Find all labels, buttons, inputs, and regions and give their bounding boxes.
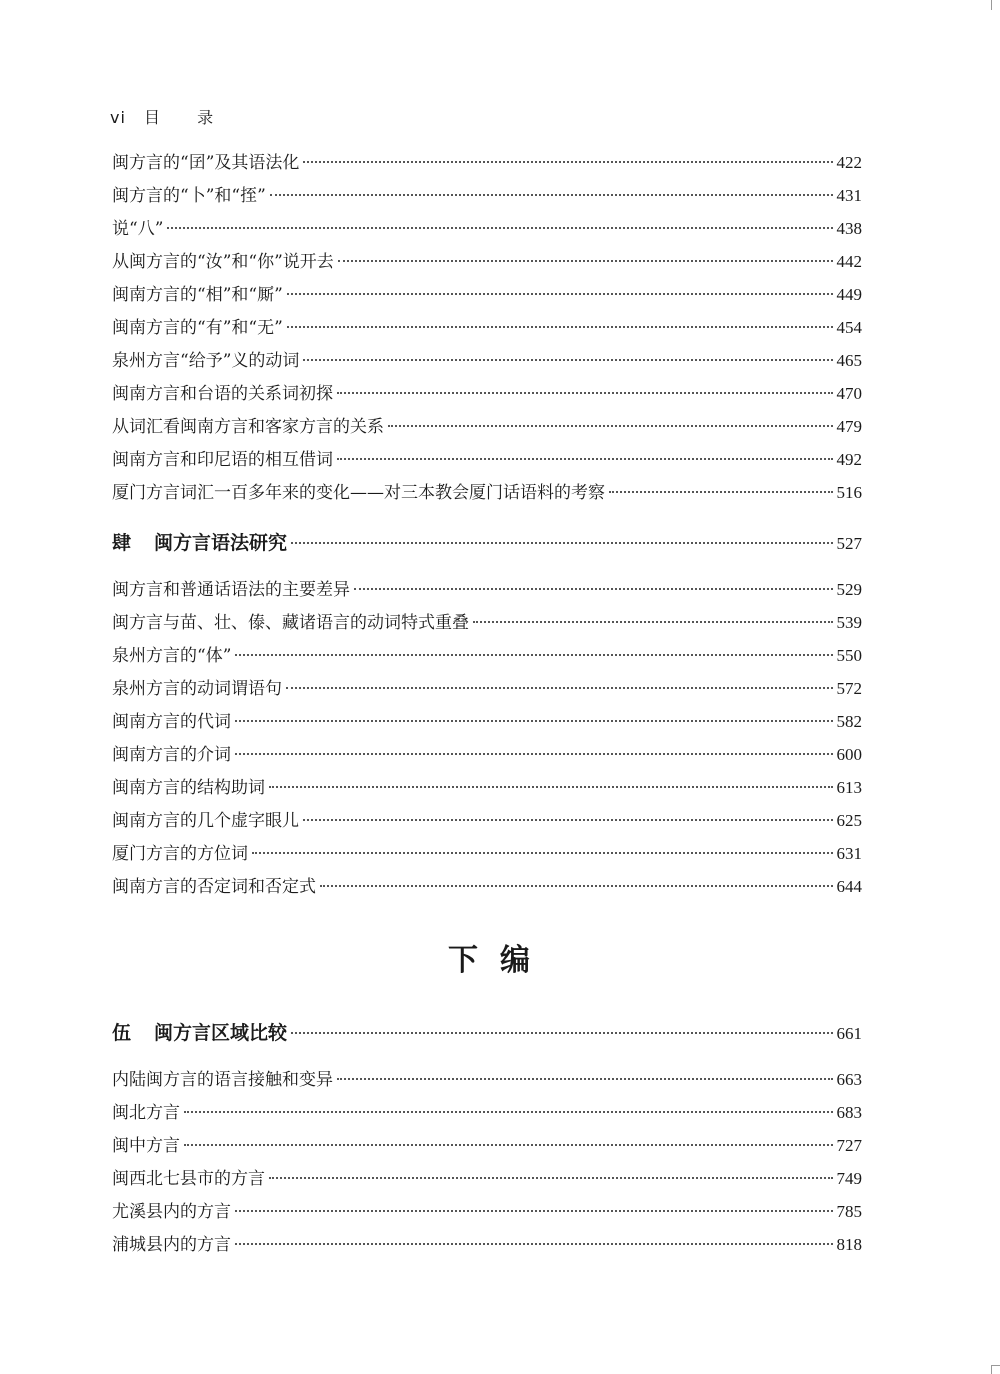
entry-page: 613 (836, 778, 862, 797)
section-entry[interactable] (112, 525, 862, 561)
entry-page: 438 (836, 219, 862, 238)
entry-title: 闽南方言和台语的关系词初探 (112, 384, 333, 404)
entry-page: 785 (836, 1202, 862, 1221)
entry-title: 闽方言的“囝”及其语法化 (112, 153, 300, 173)
dot-leader (287, 293, 833, 295)
section-title (112, 525, 287, 561)
toc-entry[interactable] (112, 705, 862, 738)
dot-leader (235, 1210, 833, 1212)
header-page-number: vi (110, 108, 126, 127)
toc-entry[interactable] (112, 476, 862, 509)
entry-page: 600 (836, 745, 862, 764)
toc-entry[interactable] (112, 344, 862, 377)
entry-title: 闽南方言的“有”和“无” (112, 318, 283, 338)
dot-leader (287, 326, 833, 328)
toc-entry[interactable] (112, 146, 862, 179)
section-heading-4 (112, 525, 862, 561)
section-heading-5 (112, 1015, 862, 1051)
toc-entry[interactable] (112, 278, 862, 311)
entry-title: 闽南方言的几个虚字眼儿 (112, 811, 299, 831)
toc-group-3 (112, 1063, 862, 1261)
dot-leader (235, 654, 832, 656)
dot-leader (291, 1032, 832, 1034)
toc-entry[interactable] (112, 837, 862, 870)
toc-entry[interactable] (112, 1063, 862, 1096)
dot-leader (303, 161, 832, 163)
entry-page: 727 (836, 1136, 862, 1155)
entry-title: 闽方言与苗、壮、傣、藏诸语言的动词特式重叠 (112, 613, 469, 633)
toc-entry[interactable] (112, 245, 862, 278)
dot-leader (184, 1144, 833, 1146)
toc-entry[interactable] (112, 870, 862, 903)
entry-page: 449 (836, 285, 862, 304)
section-number: 伍 (112, 1022, 132, 1044)
entry-page: 470 (836, 384, 862, 403)
entry-page: 644 (836, 877, 862, 896)
toc-group-2 (112, 573, 862, 903)
dot-leader (609, 491, 833, 493)
toc-entry[interactable] (112, 606, 862, 639)
toc-entry[interactable] (112, 1228, 862, 1261)
toc-entry[interactable] (112, 1129, 862, 1162)
toc-entry[interactable] (112, 804, 862, 837)
entry-page: 516 (836, 483, 862, 502)
dot-leader (286, 687, 833, 689)
crop-mark (991, 1365, 1000, 1374)
entry-title: 闽中方言 (112, 1136, 180, 1156)
entry-page: 422 (836, 153, 862, 172)
dot-leader (354, 588, 833, 590)
entry-page: 582 (836, 712, 862, 731)
dot-leader (252, 852, 833, 854)
header-title-char-1: 目 (144, 108, 162, 127)
dot-leader (337, 1078, 833, 1080)
toc-entry[interactable] (112, 1096, 862, 1129)
entry-title: 内陆闽方言的语言接触和变异 (112, 1070, 333, 1090)
toc-entry[interactable] (112, 672, 862, 705)
entry-title: 闽南方言的结构助词 (112, 778, 265, 798)
section-entry[interactable] (112, 1015, 862, 1051)
dot-leader (235, 753, 833, 755)
dot-leader (338, 260, 833, 262)
dot-leader (337, 392, 833, 394)
entry-page: 465 (836, 351, 862, 370)
entry-page: 818 (836, 1235, 862, 1254)
dot-leader (235, 720, 833, 722)
entry-page: 479 (836, 417, 862, 436)
toc-entry[interactable] (112, 179, 862, 212)
entry-title: 闽南方言和印尼语的相互借词 (112, 450, 333, 470)
entry-title: 泉州方言的“体” (112, 646, 232, 666)
entry-title: 闽南方言的代词 (112, 712, 231, 732)
section-name: 闽方言语法研究 (154, 532, 288, 554)
dot-leader (303, 819, 833, 821)
crop-mark (991, 0, 1000, 10)
entry-title: 泉州方言的动词谓语句 (112, 679, 282, 699)
toc-group-1 (112, 146, 862, 509)
section-page: 527 (836, 534, 862, 553)
section-name: 闽方言区域比较 (154, 1022, 288, 1044)
toc-entry[interactable] (112, 738, 862, 771)
entry-page: 663 (836, 1070, 862, 1089)
entry-title: 厦门方言的方位词 (112, 844, 248, 864)
entry-page: 529 (836, 580, 862, 599)
toc-entry[interactable] (112, 573, 862, 606)
entry-title: 闽南方言的介词 (112, 745, 231, 765)
toc-entry[interactable] (112, 639, 862, 672)
toc-entry[interactable] (112, 771, 862, 804)
entry-page: 749 (836, 1169, 862, 1188)
toc-entry[interactable] (112, 1195, 862, 1228)
section-page: 661 (836, 1024, 862, 1043)
entry-page: 539 (836, 613, 862, 632)
entry-title: 从闽方言的“汝”和“你”说开去 (112, 252, 334, 272)
toc-entry[interactable] (112, 410, 862, 443)
entry-title: 厦门方言词汇一百多年来的变化——对三本教会厦门话语料的考察 (112, 483, 605, 503)
entry-page: 454 (836, 318, 862, 337)
entry-page: 550 (836, 646, 862, 665)
entry-title: 闽南方言的“相”和“厮” (112, 285, 283, 305)
dot-leader (337, 458, 833, 460)
dot-leader (388, 425, 833, 427)
header-title-char-2: 录 (197, 108, 215, 127)
toc-entry[interactable] (112, 377, 862, 410)
entry-page: 631 (836, 844, 862, 863)
entry-page: 625 (836, 811, 862, 830)
entry-page: 683 (836, 1103, 862, 1122)
dot-leader (269, 1177, 833, 1179)
toc-entry[interactable] (112, 212, 862, 245)
entry-page: 492 (836, 450, 862, 469)
entry-title: 闽方言和普通话语法的主要差异 (112, 580, 350, 600)
entry-page: 431 (836, 186, 862, 205)
toc-entry[interactable] (112, 1162, 862, 1195)
dot-leader (184, 1111, 833, 1113)
dot-leader (269, 786, 833, 788)
entry-title: 闽方言的“卜”和“挃” (112, 186, 266, 206)
running-header (110, 105, 214, 128)
dot-leader (291, 542, 832, 544)
entry-title: 说“八” (112, 219, 164, 239)
dot-leader (235, 1243, 833, 1245)
entry-page: 442 (836, 252, 862, 271)
entry-title: 泉州方言“给予”义的动词 (112, 351, 300, 371)
toc-entry[interactable] (112, 443, 862, 476)
dot-leader (320, 885, 833, 887)
entry-title: 闽西北七县市的方言 (112, 1169, 265, 1189)
dot-leader (473, 621, 833, 623)
entry-title: 闽北方言 (112, 1103, 180, 1123)
entry-title: 浦城县内的方言 (112, 1235, 231, 1255)
dot-leader (167, 227, 832, 229)
entry-title: 从词汇看闽南方言和客家方言的关系 (112, 417, 384, 437)
entry-title: 尤溪县内的方言 (112, 1202, 231, 1222)
section-title (112, 1015, 287, 1051)
part-title: 下编 (448, 943, 552, 978)
section-number: 肆 (112, 532, 132, 554)
entry-page: 572 (836, 679, 862, 698)
entry-title: 闽南方言的否定词和否定式 (112, 877, 316, 897)
toc-entry[interactable] (112, 311, 862, 344)
dot-leader (270, 194, 833, 196)
dot-leader (303, 359, 832, 361)
